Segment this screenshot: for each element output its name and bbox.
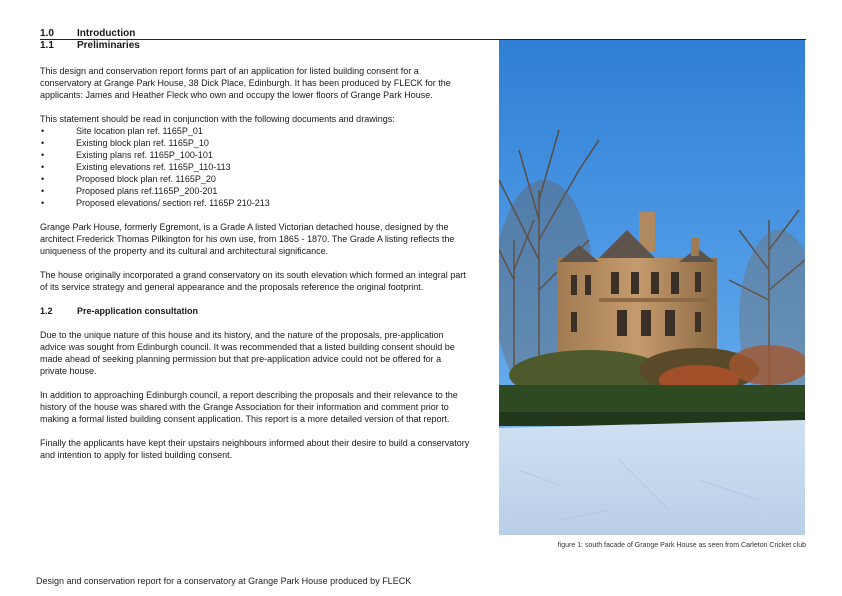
paragraph-neighbours: Finally the applicants have kept their upstairs neighbours informed about their desire to build a conservatory and intention to apply for listed building consent. [40, 438, 470, 460]
section-number: 1.1 [40, 40, 54, 51]
list-item: • Existing plans ref. 1165P_100-101 [40, 149, 470, 161]
figure-photo [499, 40, 805, 535]
paragraph-documents-intro: This statement should be read in conjunction with the following documents and drawings: [40, 114, 395, 124]
body-text [40, 65, 470, 473]
section-heading-1-1 [40, 40, 140, 52]
section-title: Preliminaries [77, 40, 140, 51]
figure-caption: figure 1: south facade of Grange Park House as seen from Carleton Cricket club [557, 542, 806, 549]
list-item: • Existing elevations ref. 1165P_110-113 [40, 161, 470, 173]
house-photo-illustration [499, 40, 805, 535]
paragraph-grange-association: In addition to approaching Edinburgh council, a report describing the proposals and their relevance to the history of the house was shared with the Grange Association for their information and comment prior to making a formal listed building consent application. This report is a more detailed version of that report. [40, 390, 458, 424]
section-title: Pre-application consultation [77, 306, 199, 316]
list-item: • Proposed block plan ref. 1165P_20 [40, 173, 470, 185]
list-item: • Existing block plan ref. 1165P_10 [40, 137, 470, 149]
section-number: 1.2 [40, 306, 53, 316]
paragraph-conservatory: The house originally incorporated a grand conservatory on its south elevation which formed an integral part of its service strategy and general appearance and the proposals reference the original footprint. [40, 270, 466, 292]
paragraph-listing: Grange Park House, formerly Egremont, is a Grade A listed Victorian detached house, designed by the architect Frederick Thomas Pilkington for his own use, from 1865 - 1870. The Grade A listing reflects the uniqueness of the property and its cultural and architectural significance. [40, 222, 455, 256]
paragraph-pre-application: Due to the unique nature of this house and its history, and the nature of the proposals, pre-application advice was sought from Edinburgh council. It was recommended that a listed building consent should be made ahead of seeking planning permission but that pre-application advice could not be offered for a private house. [40, 330, 455, 376]
list-item: • Proposed elevations/ section ref. 1165P 210-213 [40, 197, 470, 209]
page-footer: Design and conservation report for a conservatory at Grange Park House produced by FLECK [36, 576, 412, 586]
list-item: • Proposed plans ref.1165P_200-201 [40, 185, 470, 197]
section-number: 1.0 [40, 28, 54, 39]
paragraph-intro: This design and conservation report forms part of an application for listed building consent for a conservatory at Grange Park House, 38 Dick Place, Edinburgh. It has been produced by FLECK for the applicants: James and Heather Fleck who own and occupy the lower floors of Grange Park House. [40, 66, 451, 100]
list-item: • Site location plan ref. 1165P_01 [40, 125, 470, 137]
section-heading-1-2 [40, 305, 470, 317]
section-title: Introduction [77, 28, 136, 39]
documents-list [40, 125, 470, 209]
section-heading-1-0 [40, 28, 135, 40]
